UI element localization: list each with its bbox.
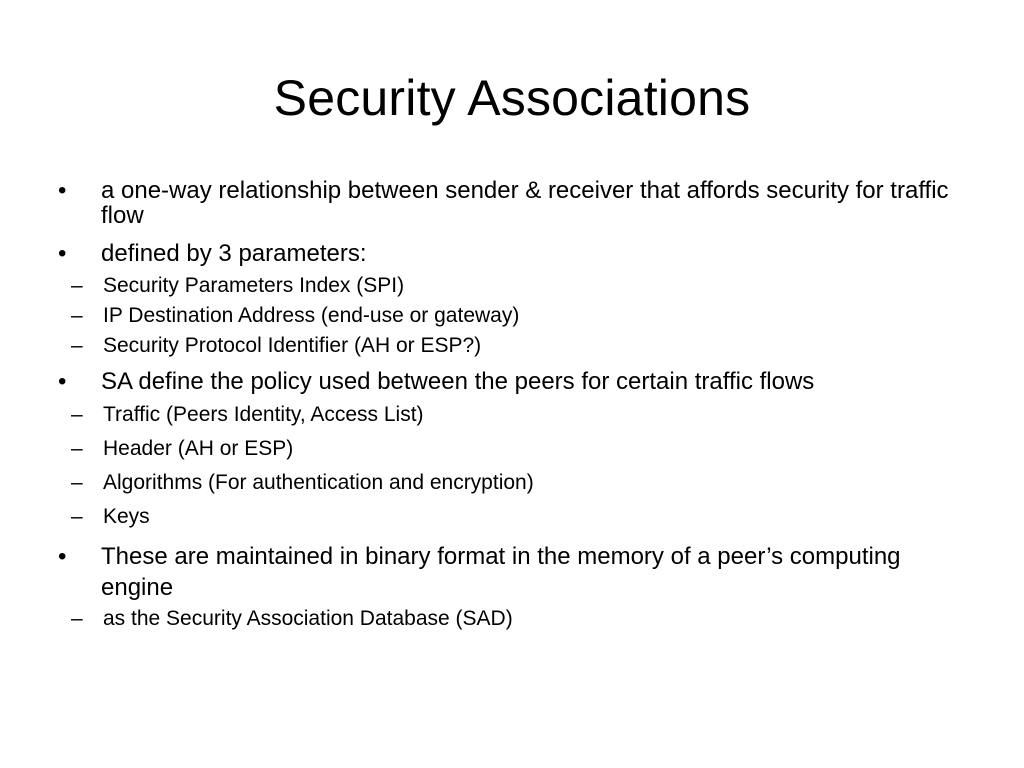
bullet-icon: • [58,368,67,395]
bullet-list [58,178,978,631]
bullet-text: a one-way relationship between sender & receiver that affords security for traffic flow [101,177,949,229]
sub-item [58,505,978,529]
sub-item [58,403,978,427]
bullet-icon: • [58,240,67,267]
sub-text: Security Parameters Index (SPI) [103,274,405,297]
sub-item [58,334,978,358]
sub-text: Keys [103,505,150,528]
dash-icon: – [71,437,83,460]
sub-list [58,274,978,358]
slide-title: Security Associations [273,70,751,126]
dash-icon: – [71,607,83,630]
dash-icon: – [71,274,83,297]
sub-item [58,607,978,631]
bullet-text: These are maintained in binary format in the memory of a peer’s computing engine [101,543,901,601]
dash-icon: – [71,304,83,327]
sub-item [58,274,978,298]
sub-list [58,403,978,529]
dash-icon: – [71,505,83,528]
sub-item [58,304,978,328]
bullet-item [58,241,978,358]
dash-icon: – [71,334,83,357]
bullet-icon: • [58,543,67,570]
sub-text: Security Protocol Identifier (AH or ESP?) [103,334,482,357]
bullet-item [58,178,978,228]
bullet-text: defined by 3 parameters: [101,240,367,267]
sub-text: Algorithms (For authentication and encryption) [103,471,534,494]
bullet-text: SA define the policy used between the peers for certain traffic flows [101,368,815,395]
bullet-item [58,541,978,631]
bullet-item [58,369,978,529]
sub-text: IP Destination Address (end-use or gateway) [103,304,520,327]
sub-item [58,471,978,495]
sub-list [58,607,978,631]
dash-icon: – [71,403,83,426]
bullet-icon: • [58,177,67,204]
dash-icon: – [71,471,83,494]
sub-text: Header (AH or ESP) [103,437,294,460]
sub-item [58,437,978,461]
sub-text: as the Security Association Database (SAD) [103,607,513,630]
sub-text: Traffic (Peers Identity, Access List) [103,403,424,426]
